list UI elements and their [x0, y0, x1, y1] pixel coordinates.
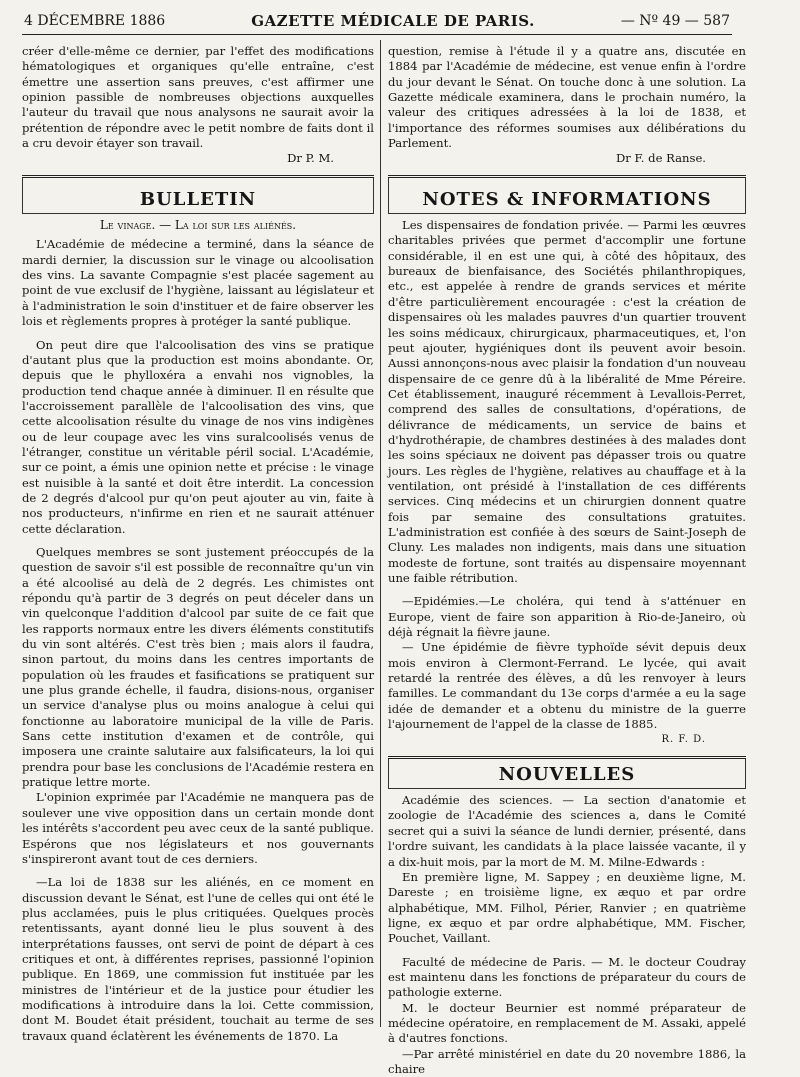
right-top-signature: Dr F. de Ranse.: [616, 151, 706, 166]
bulletin-paragraph: On peut dire que l'alcoolisation des vins se pratique d'autant plus que la production est moins abondante. Or, depuis que le phylloxéra a envahi nos vignobles, la production tend chaque année à diminuer. Il en résulte que l'accroissement parallèle de l'alcoolisation des vins, que cette alcoolisation résulte du vinage de nos vins indigènes ou de leur coupage avec les vins suralcoolisés venus de l'étranger, constitue un véritable péril social. L'Académie, sur ce point, a émis une opinion nette et précise : le vinage est nuisible à la santé et doit être interdit. La concession de 2 degrés d'alcool pur qu'on peut ajouter au vin, faite à nos producteurs, n'infirme en rien et ne saurait atténuer cette déclaration.: [22, 337, 374, 536]
header-title: GAZETTE MÉDICALE DE PARIS.: [251, 12, 535, 30]
notes-paragraph: Les dispensaires de fondation privée. — Parmi les œuvres charitables privées que permet d'accomplir une fortune considérable, il en est une qui, à côté des hôpitaux, des bureaux de bienfaisance, des Sociétés philanthropiques, etc., est appelée à rendre de grands services et mérite d'être particulièrement encouragée : c'est la création de dispensaires où les malades pauvres d'un quartier trouvent les soins médicaux, chirurgicaux, pharmaceutiques, et, l'on peut ajouter, hygiéniques dont ils peuvent avoir besoin. Aussi annonçons-nous avec plaisir la fondation d'un nouveau dispensaire de ce genre dû à la libéralité de Mme Péreire. Cet établissement, inauguré récemment à Levallois-Perret, comprend des salles de consultations, d'opérations, de délivrance de médicaments, un service de bains et d'hydrothérapie, de chambres destinées à des malades dont les soins spéciaux ne doivent pas dépasser trois ou quatre jours. Les règles de l'hygiène, relatives au chauffage et à la ventilation, ont présidé à l'installation de ces différents services. Cinq médecins et un chirurgien donnent quatre fois par semaine des consultations gratuites. L'administration est confiée à des sœurs de Saint-Joseph de Cluny. Les malades non indigents, mais dans une situation modeste de fortune, sont traités au dispensaire moyennant une faible rétribution.: [388, 218, 746, 585]
left-column: [22, 44, 374, 1044]
column-divider: [380, 40, 381, 1027]
bulletin-subtitle: Le vinage. — La loi sur les aliénés.: [99, 218, 297, 233]
nouvelles-paragraph: En première ligne, M. Sappey ; en deuxième ligne, M. Dareste ; en troisième ligne, ex æquo et par ordre alphabétique, MM. Filhol, Périer, Ranvier ; en quatrième ligne, ex æquo et par ordre alphabétique, MM. Fischer, Pouchet, Vaillant.: [388, 869, 746, 946]
nouvelles-title: NOUVELLES: [388, 759, 746, 789]
notes-signature: R. F. D.: [661, 734, 706, 746]
nouvelles-paragraph: Académie des sciences. — La section d'anatomie et zoologie de l'Académie des sciences a, dans le Comité secret qui a suivi la séance de lundi dernier, présenté, dans l'ordre suivant, les candidats à la place laissée vacante, il y a dix-huit mois, par la mort de M. M. Milne-Edwards :: [388, 793, 746, 869]
header-date: 4 DÉCEMBRE 1886: [24, 13, 166, 29]
nouvelles-paragraph: Faculté de médecine de Paris. — M. le docteur Coudray est maintenu dans les fonctions de préparateur du cours de pathologie externe.: [388, 954, 746, 1000]
left-top-signature: Dr P. M.: [287, 151, 334, 166]
left-top-paragraph: créer d'elle-même ce dernier, par l'effet des modifications hématologiques et organiques qu'elle entraîne, c'est émettre une assertion sans preuves, c'est affirmer une opinion passible de nombreuses objections auxquelles l'auteur du travail que nous analysons ne saurait avoir la prétention de répondre avec le petit nombre de faits dont il a cru devoir étayer son travail.: [22, 44, 374, 151]
right-column: [388, 44, 746, 1077]
header-rule: [22, 34, 732, 35]
header-page-number: — Nº 49 — 587: [620, 13, 730, 29]
bulletin-paragraph: —La loi de 1838 sur les aliénés, en ce moment en discussion devant le Sénat, est l'une de celles qui ont été le plus acclamées, puis le plus critiquées. Quelques procès retentissants, ayant donné lieu le plus souvent à des interprétations fausses, ont servi de point de départ à ces critiques et ont, à différentes reprises, passionné l'opinion publique. En 1869, une commission fut instituée par les ministres de l'intérieur et de la justice pour étudier les modifications à introduire dans la loi. Cette commission, dont M. Boudet était président, touchait au terme de ses travaux quand éclatèrent les événements de 1870. La: [22, 875, 374, 1043]
bulletin-paragraph: L'Académie de médecine a terminé, dans la séance de mardi dernier, la discussion sur le vinage ou alcoolisation des vins. La savante Compagnie s'est placée sagement au point de vue exclusif de l'hygiène, laissant au législateur et à l'administration le soin d'instituer et de faire observer les lois et règlements propres à protéger la santé publique.: [22, 237, 374, 329]
notes-paragraph: — Une épidémie de fièvre typhoïde sévit depuis deux mois environ à Clermont-Ferrand. Le lycée, qui avait retardé la rentrée des élèves, a dû les renvoyer à leurs familles. Le commandant du 13e corps d'armée a eu la sage idée de demander et a obtenu du ministre de la guerre l'ajournement de l'appel de la classe de 1885.: [388, 640, 746, 732]
bulletin-paragraph: Quelques membres se sont justement préoccupés de la question de savoir s'il est possible de reconnaître qu'un vin a été alcoolisé au delà de 2 degrés. Les chimistes ont répondu qu'à partir de 3 degrés on peut déceler dans un vin quelconque l'addition d'alcool par suite de ce fait que les rapports normaux entre les divers éléments constitutifs du vin sont altérés. C'est très bien ; mais alors il faudra, sinon partout, du moins dans les centres importants de population où les fraudes et fasifications se pratiquent sur une plus grande échelle, il faudra, disions-nous, organiser un service d'analyse plus ou moins analogue à celui qui fonctionne au laboratoire municipal de la ville de Paris. Sans cette institution d'examen et de contrôle, qui imposera une crainte salutaire aux falsificateurs, la loi qui prendra pour base les conclusions de l'Académie restera en pratique lettre morte.: [22, 544, 374, 790]
nouvelles-paragraph: M. le docteur Beurnier est nommé préparateur de médecine opératoire, en remplacement de M. Assaki, appelé à d'autres fonctions.: [388, 1000, 746, 1046]
bulletin-title: BULLETIN: [22, 178, 374, 214]
nouvelles-paragraph: —Par arrêté ministériel en date du 20 novembre 1886, la chaire: [388, 1046, 746, 1076]
notes-title: NOTES & INFORMATIONS: [388, 178, 746, 214]
right-top-paragraph: question, remise à l'étude il y a quatre ans, discutée en 1884 par l'Académie de médecine, est venue enfin à l'ordre du jour devant le Sénat. On touche donc à une solution. La Gazette médicale examinera, dans le prochain numéro, la valeur des critiques adressées à la loi de 1838, et l'importance des réformes soumises aux délibérations du Parlement.: [388, 44, 746, 151]
bulletin-paragraph: L'opinion exprimée par l'Académie ne manquera pas de soulever une vive opposition dans un certain monde dont les intérêts s'accordent peu avec ceux de la santé publique. Espérons que nos législateurs et nos gouvernants s'inspireront avant tout de ces derniers.: [22, 790, 374, 866]
notes-paragraph: —Epidémies.—Le choléra, qui tend à s'atténuer en Europe, vient de faire son apparition à Rio-de-Janeiro, où déjà régnait la fièvre jaune.: [388, 594, 746, 640]
running-header: [24, 8, 730, 34]
